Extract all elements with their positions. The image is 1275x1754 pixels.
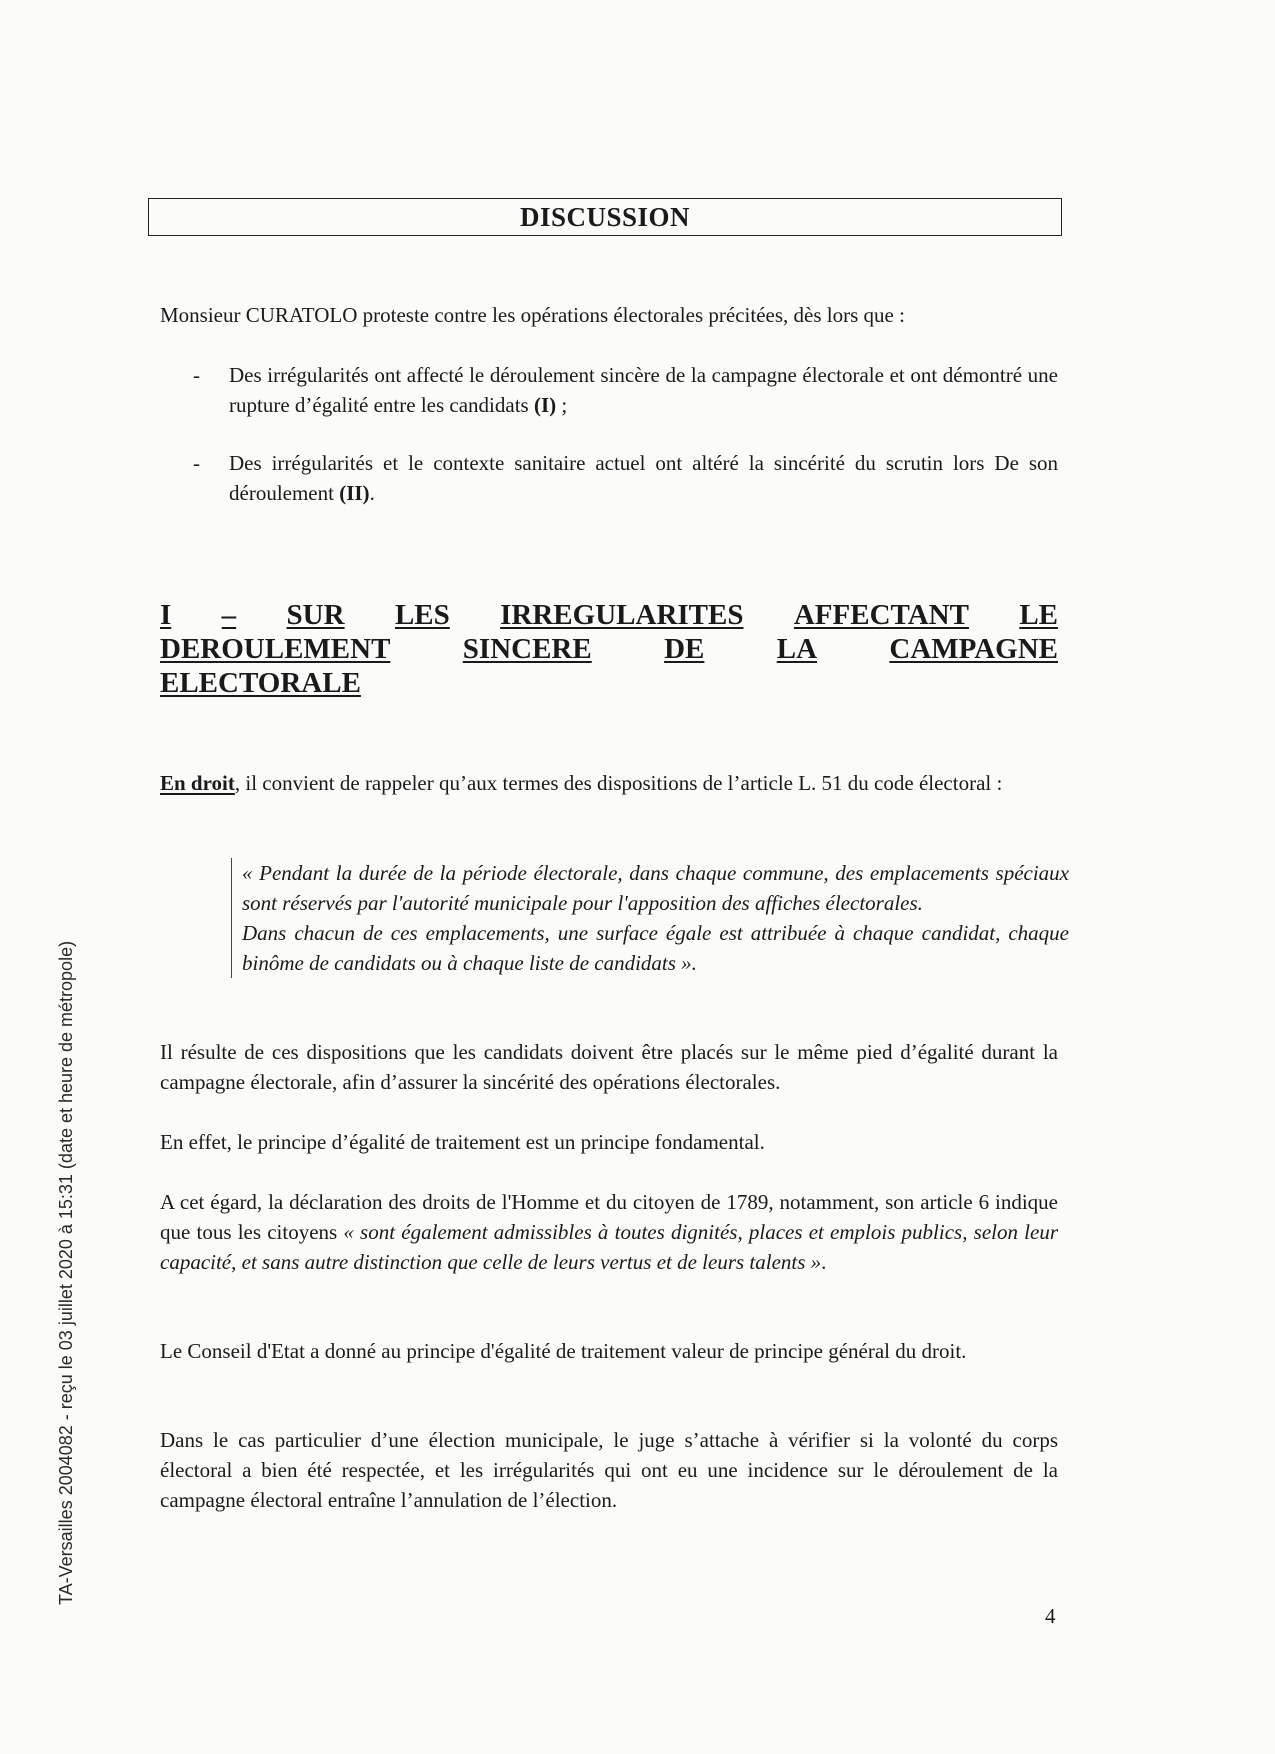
en-droit-paragraph [160,768,1058,798]
bullet-item-1-end: ; [556,393,568,417]
heading-word: – [221,599,237,631]
bullet-item-2-text: Des irrégularités et le contexte sanitaire actuel ont altéré la sincérité du scrutin lors De son déroulement [229,451,1058,505]
bullet-item-2-end: . [369,481,375,505]
paragraph-principle: En effet, le principe d’égalité de traitement est un principe fondamental. [160,1130,765,1154]
heading-word: SINCERE [462,633,592,665]
en-droit-text: , il convient de rappeler qu’aux termes des dispositions de l’article L. 51 du code électoral : [234,771,1003,795]
intro-paragraph: Monsieur CURATOLO proteste contre les opérations électorales précitées, dès lors que : [160,303,905,327]
reception-stamp: TA-Versailles 2004082 - reçu le 03 juillet 2020 à 15:31 (date et heure de métropole) [56,940,76,1605]
section-heading-line-1 [160,598,1058,632]
heading-word: I [160,599,172,631]
page-number: 4 [1045,1604,1056,1628]
heading-word: DEROULEMENT [160,633,391,665]
heading-word: DE [664,633,705,665]
bullet-item-2-ref: (II) [339,481,370,505]
en-droit-label: En droit [160,771,235,795]
bullet-marker-1: - [193,363,200,387]
section-heading [160,598,1058,700]
paragraph-declaration [160,1187,1058,1277]
bullet-marker-2: - [193,451,200,475]
paragraph-consequence: Il résulte de ces dispositions que les candidats doivent être placés sur le même pied d’égalité durant la campagne électorale, afin d’assurer la sincérité des opérations électorales. [160,1040,1058,1094]
heading-word: LA [776,633,818,665]
section-heading-line-2 [160,632,1058,666]
declaration-quote: « sont également admissibles à toutes dignités, places et emplois publics, selon leur capacité, et sans autre distinction que celle de leurs vertus et de leurs talents » [160,1220,1058,1274]
discussion-heading-box [148,198,1062,236]
heading-word: LE [1019,599,1058,631]
heading-word: LES [394,599,450,631]
bullet-item-2 [229,448,1058,508]
declaration-lead: A cet égard, la déclaration des droits de l'Homme et du citoyen de 1789, notamment, son article 6 indique que tous les citoyens [160,1190,1058,1244]
paragraph-conseil-etat: Le Conseil d'Etat a donné au principe d'égalité de traitement valeur de principe général du droit. [160,1339,967,1363]
section-heading-line-3: ELECTORALE [160,667,361,699]
heading-word: IRREGULARITES [500,599,744,631]
quote-paragraph-1: « Pendant la durée de la période électorale, dans chaque commune, des emplacements spéciaux sont réservés par l'autorité municipale pour l'apposition des affiches électorales. [242,861,1069,915]
heading-word: SUR [286,599,345,631]
bullet-item-1-ref: (I) [533,393,557,417]
legal-quote [231,858,1069,978]
heading-word: AFFECTANT [793,599,969,631]
declaration-end: . [821,1250,827,1274]
quote-paragraph-2: Dans chacun de ces emplacements, une surface égale est attribuée à chaque candidat, chaque binôme de candidats ou à chaque liste de candidats ». [242,921,1069,975]
paragraph-election: Dans le cas particulier d’une élection municipale, le juge s’attache à vérifier si la volonté du corps électoral a bien été respectée, et les irrégularités qui ont eu une incidence sur le déroulement de la campagne électoral entraîne l’annulation de l’élection. [160,1428,1058,1512]
bullet-item-1-text: Des irrégularités ont affecté le déroulement sincère de la campagne électorale et ont démontré une rupture d’égalité entre les candidats [229,363,1058,417]
heading-word: CAMPAGNE [889,633,1058,665]
bullet-item-1 [229,360,1058,420]
discussion-heading: DISCUSSION [519,202,691,232]
